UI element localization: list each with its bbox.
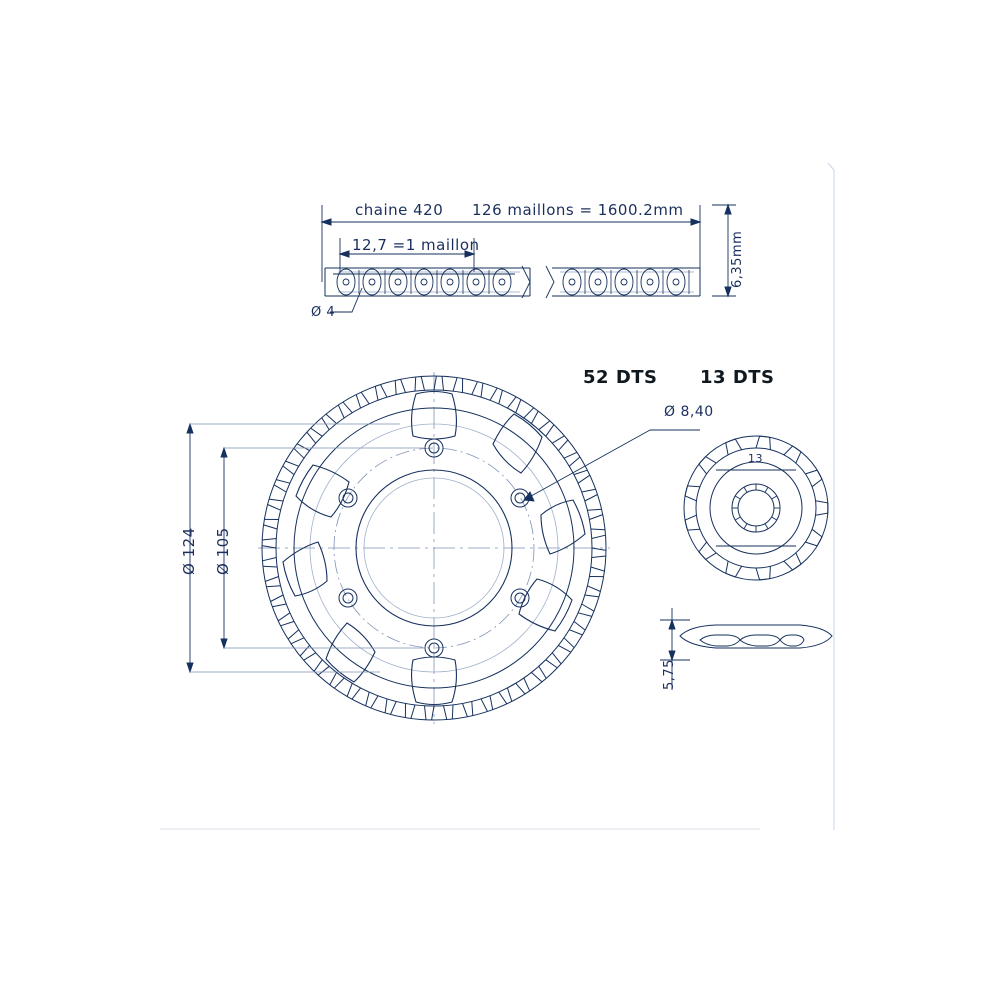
- front-sprocket-thickness-label: 5,75: [662, 659, 677, 690]
- rear-sprocket: [187, 372, 700, 724]
- front-sprocket-teeth-label: 13 DTS: [700, 367, 775, 388]
- rear-sprocket-teeth-label: 52 DTS: [583, 367, 658, 388]
- chain-links-right: [563, 269, 685, 295]
- front-sprocket-hub-circle: [710, 462, 802, 554]
- chain-width-label: 6,35mm: [730, 230, 745, 288]
- chain-pin-diameter-label: Ø 4: [311, 305, 336, 320]
- rear-sprocket-centerlines: [258, 372, 610, 724]
- front-sprocket: [660, 436, 832, 690]
- chain-break-marks: [522, 266, 554, 298]
- front-sprocket-root-circle: [696, 448, 816, 568]
- chain-strand-right: [552, 268, 700, 296]
- chain-spec-label: chaine 420: [355, 201, 444, 219]
- front-sprocket-side-view: [680, 625, 832, 648]
- front-sprocket-stamp-label: 13: [748, 452, 763, 465]
- chain-assembly: [322, 205, 736, 312]
- chain-links-label: 126 maillons = 1600.2mm: [472, 201, 684, 219]
- front-sprocket-spline-bore: [732, 484, 780, 532]
- chain-pitch-label: 12,7 =1 maillon: [352, 236, 480, 254]
- rear-sprocket-od-label: Ø 124: [180, 527, 198, 575]
- front-sprocket-hub-flats: [716, 470, 796, 546]
- bolt-hole-diameter-label: Ø 8,40: [664, 404, 714, 420]
- rear-sprocket-bcd-label: Ø 105: [214, 527, 232, 575]
